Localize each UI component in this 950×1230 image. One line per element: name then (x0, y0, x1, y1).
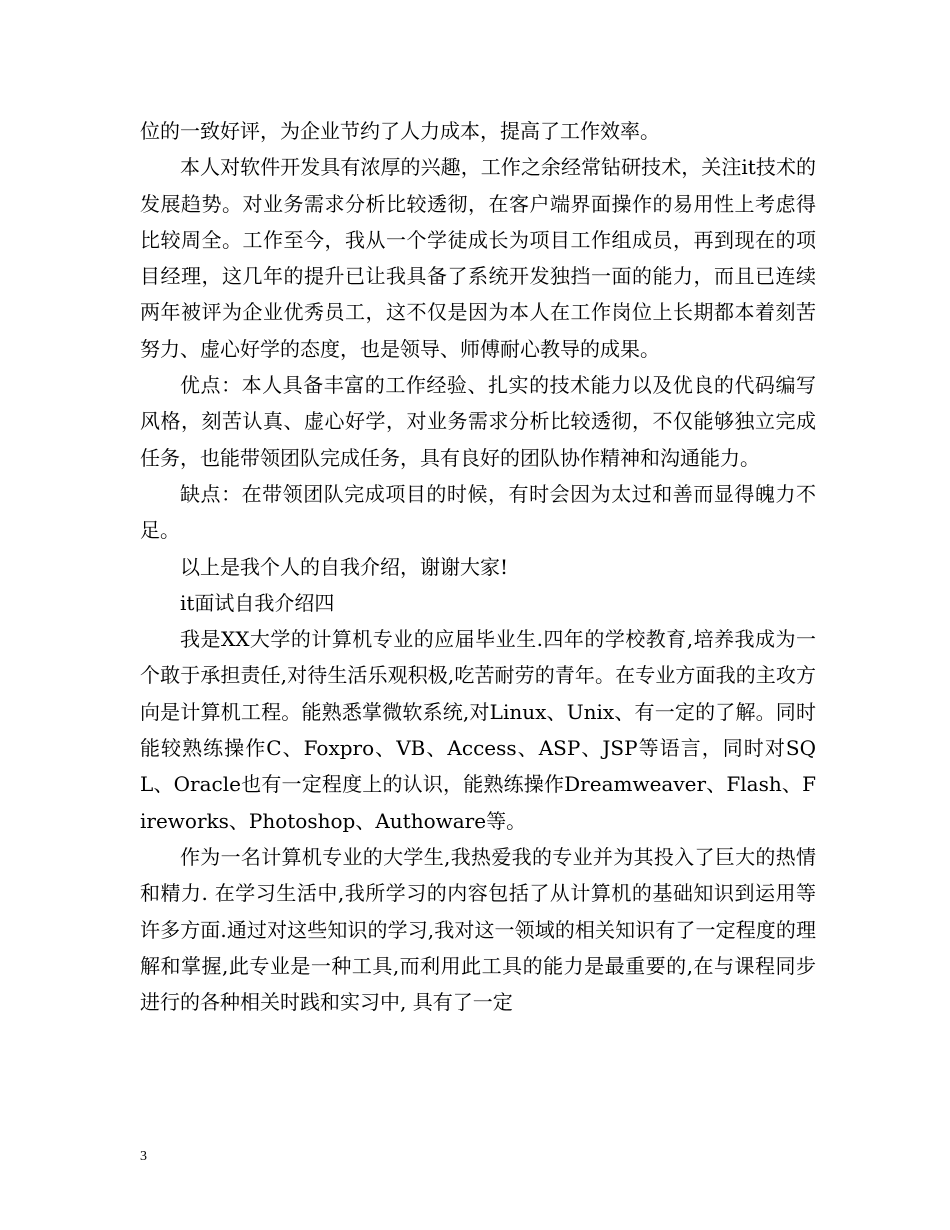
paragraph-weaknesses: 缺点：在带领团队完成项目的时候，有时会因为太过和善而显得魄力不足。 (140, 481, 816, 543)
page-number: 3 (140, 1149, 147, 1164)
paragraph-closing-thanks: 以上是我个人的自我介绍，谢谢大家! (180, 554, 509, 579)
paragraph-continuation: 位的一致好评，为企业节约了人力成本，提高了工作效率。 (140, 119, 660, 143)
paragraph-study-experience: 作为一名计算机专业的大学生,我热爱我的专业并为其投入了巨大的热情和精力. 在学习生活中,我所学习的内容包括了从计算机的基础知识到运用等许多方面.通过对这些知识的学习,我对这一领域的相关知识有了一定程度的理解和掌握,此专业是一种工具,而利用此工具的能力是最重要的,在与课程同步进行的各种相关时践和实习中, 具有了一定 (140, 844, 816, 1015)
paragraph-strengths: 优点：本人具备丰富的工作经验、扎实的技术能力以及优良的代码编写风格，刻苦认真、虚心好学，对业务需求分析比较透彻，不仅能够独立完成任务，也能带领团队完成任务，具有良好的团队协作精神和沟通能力。 (140, 373, 816, 470)
paragraph-education-skills: 我是XX大学的计算机专业的应届毕业生.四年的学校教育,培养我成为一个敢于承担责任,对待生活乐观积极,吃苦耐劳的青年。在专业方面我的主攻方向是计算机工程。能熟悉掌微软系统,对Linux、Unix、有一定的了解。同时能较熟练操作C、Foxpro、VB、Access、ASP、JSP等语言，同时对SQL、Oracle也有一定程度上的认识，能熟练操作Dreamweaver、Flash、Fireworks、Photoshop、Authoware等。 (140, 627, 816, 833)
section-heading-intro-four: it面试自我介绍四 (180, 590, 335, 615)
document-body (140, 113, 816, 1020)
paragraph-interest-in-software: 本人对软件开发具有浓厚的兴趣，工作之余经常钻研技术，关注it技术的发展趋势。对业务需求分析比较透彻，在客户端界面操作的易用性上考虑得比较周全。工作至今，我从一个学徒成长为项目工作组成员，再到现在的项目经理，这几年的提升已让我具备了系统开发独挡一面的能力，而且已连续两年被评为企业优秀员工，这不仅是因为本人在工作岗位上长期都本着刻苦努力、虚心好学的态度，也是领导、师傅耐心教导的成果。 (140, 155, 816, 361)
